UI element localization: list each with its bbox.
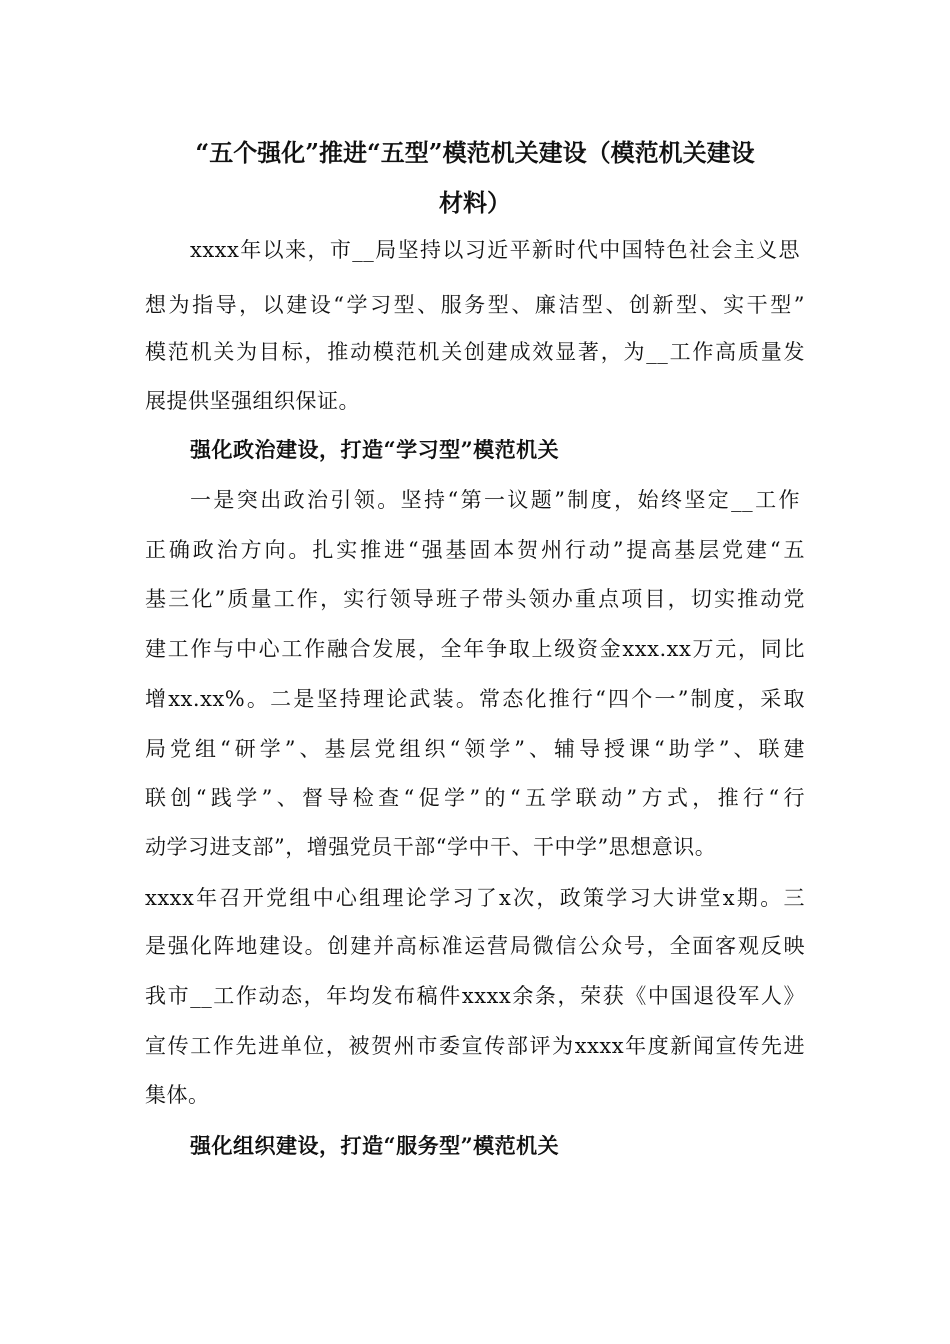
paragraph-2-line-2: 正确政治方向。扎实推进“强基固本贺州行动”提高基层党建“五 bbox=[145, 538, 805, 562]
paragraph-1-line-1: xxxx年以来，市__局坚持以习近平新时代中国特色社会主义思 bbox=[190, 238, 800, 262]
document-title bbox=[145, 128, 805, 228]
paragraph-2-line-11: 我市__工作动态，年均发布稿件xxxx余条，荣获《中国退役军人》 bbox=[145, 984, 805, 1008]
paragraph-2-line-9: xxxx年召开党组中心组理论学习了x次，政策学习大讲堂x期。三 bbox=[145, 886, 805, 910]
section-heading-2: 强化组织建设，打造“服务型”模范机关 bbox=[190, 1133, 560, 1158]
paragraph-2-line-1: 一是突出政治引领。坚持“第一议题”制度，始终坚定__工作 bbox=[190, 488, 800, 512]
paragraph-2-line-7: 联创“践学”、督导检查“促学”的“五学联动”方式，推行“行 bbox=[145, 786, 805, 810]
paragraph-2-line-4: 建工作与中心工作融合发展，全年争取上级资金xxx.xx万元，同比 bbox=[145, 637, 805, 661]
paragraph-2-line-12: 宣传工作先进单位，被贺州市委宣传部评为xxxx年度新闻宣传先进 bbox=[145, 1034, 805, 1058]
paragraph-1-line-4: 展提供坚强组织保证。 bbox=[145, 389, 360, 413]
paragraph-2-line-13: 集体。 bbox=[145, 1083, 210, 1107]
paragraph-1-line-2: 想为指导，以建设“学习型、服务型、廉洁型、创新型、实干型” bbox=[145, 293, 805, 317]
paragraph-2-line-10: 是强化阵地建设。创建并高标准运营局微信公众号，全面客观反映 bbox=[145, 934, 805, 958]
paragraph-2-line-3: 基三化”质量工作，实行领导班子带头领办重点项目，切实推动党 bbox=[145, 587, 805, 611]
title-line-2: 材料） bbox=[439, 188, 511, 217]
paragraph-2-line-6: 局党组“研学”、基层党组织“领学”、辅导授课“助学”、联建 bbox=[145, 737, 805, 761]
paragraph-1-line-3: 模范机关为目标，推动模范机关创建成效显著，为__工作高质量发 bbox=[145, 340, 805, 364]
title-line-1: “五个强化”推进“五型”模范机关建设（模范机关建设 bbox=[195, 138, 755, 167]
section-heading-1: 强化政治建设，打造“学习型”模范机关 bbox=[190, 437, 560, 462]
paragraph-2-line-5: 增xx.xx%。二是坚持理论武装。常态化推行“四个一”制度，采取 bbox=[145, 687, 805, 711]
paragraph-2-line-8: 动学习进支部”，增强党员干部“学中干、干中学”思想意识。 bbox=[145, 835, 717, 859]
